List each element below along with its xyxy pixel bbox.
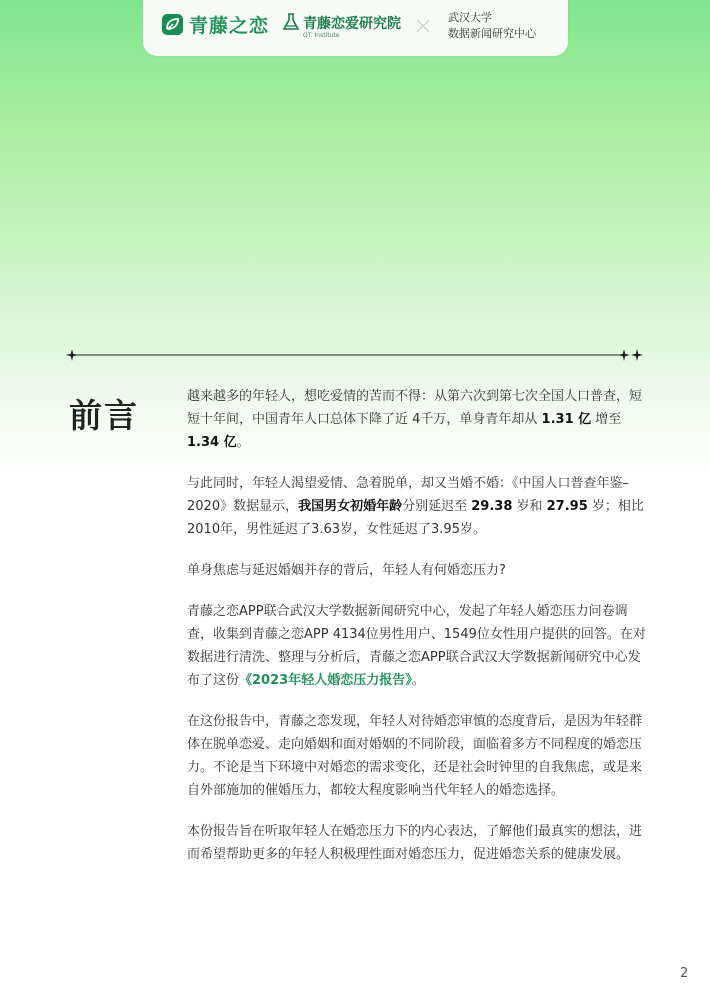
leaf-logo-icon	[162, 14, 183, 35]
paragraph-5: 在这份报告中，青藤之恋发现，年轻人对待婚恋审慎的态度背后，是因为年轻群体在脱单恋爱、走向婚姻和面对婚姻的不同阶段，面临着多方不同程度的婚恋压力。不论是当下环境中对婚恋的需求变化，还是社会时钟里的自我焦虑，或是来自外部施加的催婚压力，都较大程度影响当代年轻人的婚恋选择。	[187, 714, 643, 798]
header-card	[143, 0, 568, 56]
university-line-2: 数据新闻研究中心	[448, 27, 536, 40]
paragraph-6: 本份报告旨在听取年轻人在婚恋压力下的内心表达，了解他们最真实的想法，进而希望帮助更多的年轻人积极理性面对婚恋压力，促进婚恋关系的健康发展。	[187, 824, 643, 862]
paragraph-3: 单身焦虑与延迟婚姻并存的背后，年轻人有何婚恋压力?	[187, 563, 506, 578]
sparkle-star-icon	[66, 349, 78, 361]
sparkle-star-icon	[618, 349, 630, 361]
report-title-highlight: 《2023年轻人婚恋压力报告》	[239, 673, 412, 688]
page-number: 2	[680, 966, 689, 981]
paragraph-4: 青藤之恋APP联合武汉大学数据新闻研究中心，发起了年轻人婚恋压力问卷调查，收集到青藤之恋APP 4134位男性用户、1549位女性用户提供的回答。在对数据进行清洗、整理与分析后，青藤之恋APP联合武汉大学数据新闻研究中心发布了这份《2023年轻人婚恋压力报告》。	[187, 604, 646, 688]
institute-name: 青藤恋爱研究院	[303, 16, 401, 32]
stat-value: 1.31 亿	[541, 412, 592, 427]
section-title: 前言	[69, 396, 139, 435]
stat-value: 1.34 亿	[187, 435, 237, 450]
stat-value: 27.95	[546, 499, 588, 514]
brand-name: 青藤之恋	[189, 15, 270, 37]
flask-icon	[282, 12, 300, 32]
paragraph-1: 越来越多的年轻人，想吃爱情的苦而不得：从第六次到第七次全国人口普查，短短十年间，中国青年人口总体下降了近 4千万，单身青年却从 1.31 亿 增至 1.34 亿。	[187, 389, 643, 450]
body-text	[187, 385, 647, 884]
paragraph-2: 与此同时，年轻人渴望爱情、急着脱单，却又当婚不婚：《中国人口普查年鉴–2020》数据显示，我国男女初婚年龄分别延迟至 29.38 岁和 27.95 岁；相比2010年，男性延迟了3.63岁，女性延迟了3.95岁。	[187, 476, 644, 537]
highlight-text: 我国男女初婚年龄	[298, 499, 403, 514]
university-line-1: 武汉大学	[448, 11, 492, 24]
section-divider	[66, 348, 644, 362]
university-name	[448, 10, 536, 42]
close-icon	[415, 18, 431, 34]
institute-subtitle: QT. Institute	[303, 32, 340, 39]
sparkle-star-icon	[631, 349, 643, 361]
stat-value: 29.38	[471, 499, 513, 514]
